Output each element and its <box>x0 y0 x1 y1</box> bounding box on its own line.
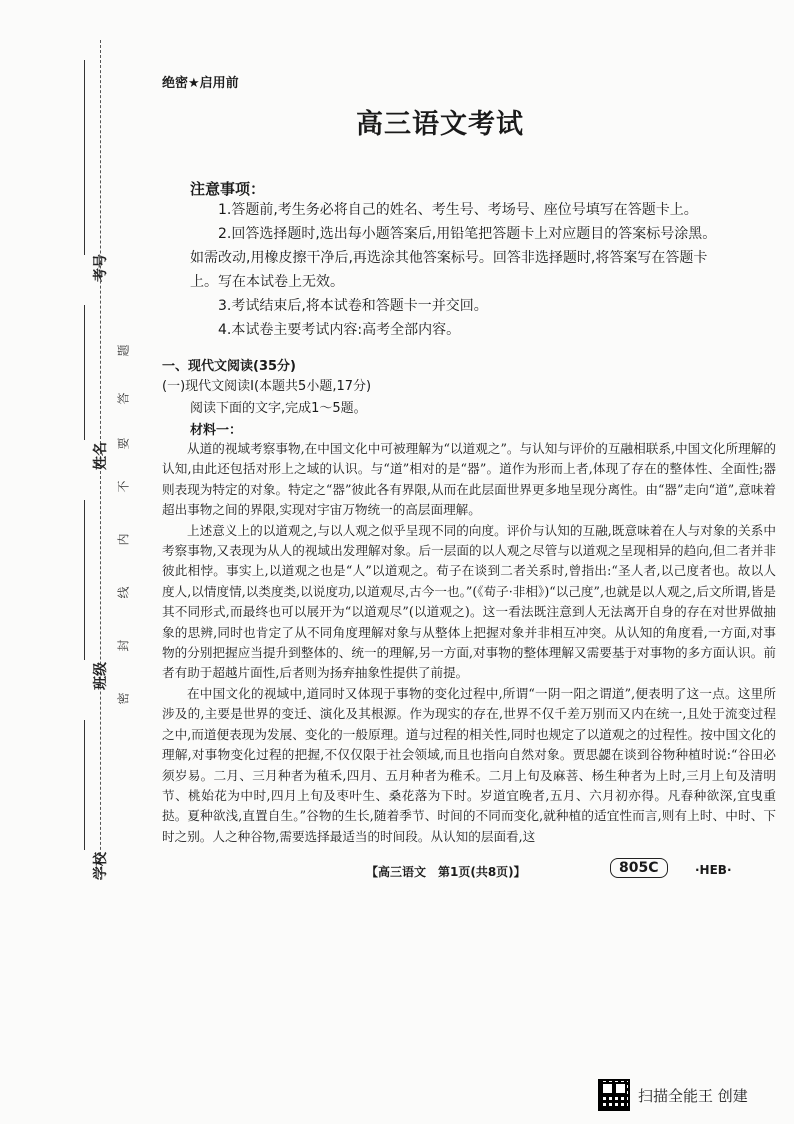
notice-item: 3.考试结束后,将本试卷和答题卡一并交回。 <box>218 298 488 314</box>
class-line <box>84 500 85 660</box>
seal-char <box>117 690 129 707</box>
scanner-watermark-text: 扫描全能王 创建 <box>638 1086 748 1105</box>
school-label <box>90 852 118 900</box>
passage-paragraph: 从道的视域考察事物,在中国文化中可被理解为“以道观之”。与认知与评价的互融相联系,中国文化所理解的认知,由此还包括对形上之域的认识。与“道”相对的是“器”。道作为形而上者,体现了存在的整体性、全面性;器则表现为特定的对象。特定之“器”彼此各有界限,从而在此层面世界更多地呈现分离性。由“器”走向“道”,意味着超出事物之间的界限,实现对宇宙万物统一的高层面理解。 <box>162 441 776 518</box>
seal-char-text: 密 <box>116 692 131 705</box>
seal-char-text: 题 <box>116 344 131 357</box>
reading-passage <box>162 439 776 847</box>
seal-char-text: 不 <box>116 480 131 493</box>
class-text: 班级 <box>93 662 109 690</box>
section-heading: 一、现代文阅读(35分) <box>162 359 296 374</box>
seal-char-text: 封 <box>116 639 131 652</box>
reading-instruction: 阅读下面的文字,完成1～5题。 <box>190 401 367 416</box>
seal-char <box>117 342 129 359</box>
scanner-watermark <box>598 1079 748 1111</box>
name-line <box>84 305 85 440</box>
seal-char-text: 内 <box>116 533 131 546</box>
material-label: 材料一： <box>190 423 243 438</box>
exam-no-line <box>84 60 85 255</box>
page-title: 高三语文考试 <box>356 109 524 140</box>
notice-item: 2.回答选择题时,选出每小题答案后,用铅笔把答题卡上对应题目的答案标号涂黑。如需改动,用橡皮擦干净后,再选涂其他答案标号。回答非选择题时,将答案写在答题卡上。写在本试卷上无效。 <box>190 226 717 290</box>
passage-paragraph: 上述意义上的以道观之,与以人观之似乎呈现不同的向度。评价与认知的互融,既意味着在人与对象的关系中考察事物,又表现为从人的视域出发理解对象。后一层面的以人观之尽管与以道观之呈现相异的趋向,但二者并非彼此相悖。事实上,以道观之也是“人”以道观之。荀子在谈到二者关系时,曾指出:“圣人者,以己度者也。故以人度人,以情度情,以类度类,以说度功,以道观尽,古今一也。”(《荀子·非相》)“以己度”,也就是以人观之,后文所谓,皆是其不同形式,而最终也可以展开为“以道观尽”(以道观之)。这一看法既注意到人无法离开自身的存在对世界做抽象的思辨,同时也肯定了从不同角度理解对象与从整体上把握对象并非相互冲突。从认知的角度看,一方面,对事物的分别把握应当提升到整体的、统一的理解,另一方面,对事物的整体理解又需要基于对事物的多方面认识。前者有助于超越片面性,后者则为扬弃抽象性提供了前提。 <box>162 522 776 681</box>
name-text: 姓名 <box>93 442 109 470</box>
notice-item: 1.答题前,考生务必将自己的姓名、考生号、考场号、座位号填写在答题卡上。 <box>218 202 698 218</box>
exam-no-label <box>90 254 118 302</box>
qr-code-icon <box>598 1079 630 1111</box>
notice-item: 4.本试卷主要考试内容:高考全部内容。 <box>218 322 461 338</box>
notice-list <box>190 198 720 342</box>
page-footer-info: 【高三语文 第1页(共8页)】 <box>366 865 526 879</box>
school-text: 学校 <box>93 852 109 880</box>
seal-char <box>117 478 129 495</box>
exam-no-text: 考号 <box>93 254 109 282</box>
seal-char-text: 答 <box>116 392 131 405</box>
seal-char <box>117 390 129 407</box>
subsection-heading: (一)现代文阅读Ⅰ(本题共5小题,17分) <box>162 379 372 394</box>
paper-code: 805C <box>610 858 668 878</box>
seal-char <box>117 637 129 654</box>
seal-char <box>117 531 129 548</box>
school-line <box>84 720 85 850</box>
seal-char <box>117 435 129 452</box>
notice-heading: 注意事项： <box>190 180 266 198</box>
seal-char-text: 要 <box>116 437 131 450</box>
seal-char-text: 线 <box>116 586 131 599</box>
confidential-mark: 绝密★启用前 <box>162 76 239 91</box>
seal-char <box>117 584 129 601</box>
passage-paragraph: 在中国文化的视域中,道同时又体现于事物的变化过程中,所谓“一阴一阳之谓道”,便表明了这一点。这里所涉及的,主要是世界的变迁、演化及其根源。作为现实的存在,世界不仅千差万别而又内在统一,且处于流变过程之中,而道便表现为发展、变化的一般原理。道与过程的相关性,同时也规定了以道观之的过程性。按中国文化的理解,对事物变化过程的把握,不仅仅限于社会领域,而且也指向自然对象。贾思勰在谈到谷物种植时说:“谷田必须岁易。二月、三月种者为稙禾,四月、五月种者为稚禾。二月上旬及麻菩、杨生种者为上时,三月上旬及清明节、桃始花为中时,四月上旬及枣叶生、桑花落为下时。岁道宜晚者,五月、六月初亦得。凡春种欲深,宜曳重挞。夏种欲浅,直置自生。”谷物的生长,随着季节、时间的不同而变化,就种植的适宜性而言,则有上时、中时、下时之别。人之种谷物,需要选择最适当的时间段。从认知的层面看,这 <box>162 685 776 844</box>
footer-mark: ·HEB· <box>695 863 732 877</box>
